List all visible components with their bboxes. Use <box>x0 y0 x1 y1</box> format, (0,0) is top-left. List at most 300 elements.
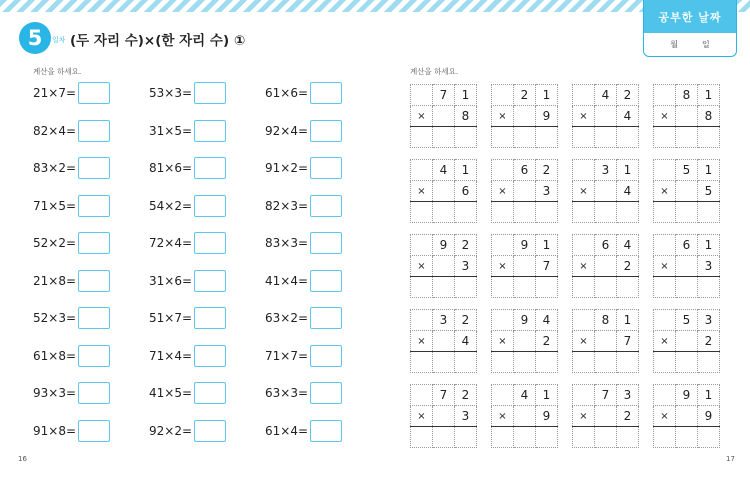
times-operator: × <box>573 181 595 202</box>
problem-expression: 92×4= <box>265 123 309 138</box>
study-date-label: 공부한 날짜 <box>644 0 736 33</box>
answer-cell[interactable] <box>536 127 558 148</box>
answer-cell[interactable] <box>617 427 639 448</box>
answer-cell[interactable] <box>698 277 720 298</box>
times-operator: × <box>492 106 514 127</box>
grid-cell <box>411 85 433 106</box>
times-operator: × <box>411 181 433 202</box>
problem-expression: 52×2= <box>33 236 77 250</box>
answer-box[interactable] <box>194 232 226 254</box>
answer-cell[interactable] <box>514 427 536 448</box>
horizontal-problem <box>149 270 226 292</box>
problem-expression: 71×7= <box>265 348 309 363</box>
answer-cell[interactable] <box>595 202 617 223</box>
answer-cell[interactable] <box>455 202 477 223</box>
grid-digit: 9 <box>514 310 536 331</box>
grid-cell <box>492 385 514 406</box>
horizontal-problem <box>33 345 110 367</box>
right-instruction: 계산을 하세요. <box>410 67 459 76</box>
answer-box[interactable] <box>78 82 110 104</box>
grid-digit: 9 <box>433 235 455 256</box>
grid-digit: 2 <box>617 85 639 106</box>
page-number-left: 16 <box>18 455 27 463</box>
grid-digit: 3 <box>617 385 639 406</box>
horizontal-problem <box>33 195 110 217</box>
grid-digit: 1 <box>617 160 639 181</box>
grid-digit: 5 <box>698 181 720 202</box>
day-number-badge <box>19 22 51 54</box>
vertical-problem-grid <box>491 84 558 148</box>
answer-cell[interactable] <box>411 352 433 373</box>
times-operator: × <box>411 106 433 127</box>
grid-digit: 4 <box>595 85 617 106</box>
grid-digit: 3 <box>595 160 617 181</box>
horizontal-problem <box>265 307 342 329</box>
grid-digit: 3 <box>698 256 720 277</box>
problem-expression: 83×2= <box>33 161 77 175</box>
answer-cell[interactable] <box>433 277 455 298</box>
answer-cell[interactable] <box>411 127 433 148</box>
times-operator: × <box>411 256 433 277</box>
day-number: 5 <box>27 26 43 50</box>
grid-cell <box>492 160 514 181</box>
answer-box[interactable] <box>78 345 110 367</box>
grid-digit: 6 <box>676 235 698 256</box>
grid-cell <box>433 106 455 127</box>
grid-digit: 8 <box>595 310 617 331</box>
grid-cell <box>573 160 595 181</box>
problem-expression: 61×6= <box>265 86 309 100</box>
grid-cell <box>492 310 514 331</box>
times-operator: × <box>654 331 676 352</box>
answer-cell[interactable] <box>492 352 514 373</box>
times-operator: × <box>411 331 433 352</box>
problem-expression: 21×7= <box>33 86 77 100</box>
horizontal-problem <box>33 157 110 179</box>
times-operator: × <box>492 181 514 202</box>
grid-digit: 6 <box>514 160 536 181</box>
answer-box[interactable] <box>78 157 110 179</box>
grid-cell <box>514 181 536 202</box>
grid-digit: 7 <box>595 385 617 406</box>
answer-cell[interactable] <box>573 427 595 448</box>
horizontal-problem <box>33 82 110 104</box>
grid-cell <box>595 106 617 127</box>
problem-expression: 82×3= <box>265 198 309 213</box>
grid-cell <box>433 406 455 427</box>
grid-digit: 9 <box>536 106 558 127</box>
problem-expression: 63×3= <box>265 386 309 400</box>
answer-cell[interactable] <box>698 202 720 223</box>
grid-digit: 1 <box>536 85 558 106</box>
times-operator: × <box>654 106 676 127</box>
answer-box[interactable] <box>310 420 342 442</box>
grid-digit: 1 <box>698 160 720 181</box>
grid-digit: 1 <box>455 160 477 181</box>
horizontal-problem <box>265 382 342 404</box>
grid-digit: 5 <box>676 160 698 181</box>
answer-cell[interactable] <box>455 127 477 148</box>
horizontal-problem <box>149 307 226 329</box>
grid-cell <box>573 85 595 106</box>
grid-digit: 4 <box>617 235 639 256</box>
answer-box[interactable] <box>310 307 342 329</box>
answer-cell[interactable] <box>514 127 536 148</box>
grid-cell <box>514 331 536 352</box>
answer-cell[interactable] <box>617 352 639 373</box>
grid-cell <box>595 181 617 202</box>
times-operator: × <box>654 256 676 277</box>
grid-digit: 2 <box>455 310 477 331</box>
problem-expression: 72×4= <box>149 236 193 250</box>
answer-cell[interactable] <box>536 277 558 298</box>
grid-digit: 4 <box>514 385 536 406</box>
grid-cell <box>573 235 595 256</box>
horizontal-problem <box>33 420 110 442</box>
horizontal-problem <box>149 382 226 404</box>
grid-digit: 2 <box>455 385 477 406</box>
answer-cell[interactable] <box>411 277 433 298</box>
answer-cell[interactable] <box>433 352 455 373</box>
grid-cell <box>676 106 698 127</box>
grid-cell <box>433 331 455 352</box>
grid-cell <box>654 235 676 256</box>
vertical-problem-grid <box>491 384 558 448</box>
grid-digit: 4 <box>536 310 558 331</box>
answer-cell[interactable] <box>411 202 433 223</box>
problem-expression: 91×8= <box>33 423 77 438</box>
problem-expression: 61×4= <box>265 423 309 438</box>
grid-cell <box>573 385 595 406</box>
answer-cell[interactable] <box>654 352 676 373</box>
problem-expression: 91×2= <box>265 161 309 175</box>
answer-box[interactable] <box>310 82 342 104</box>
grid-cell <box>411 160 433 181</box>
answer-cell[interactable] <box>514 352 536 373</box>
grid-cell <box>676 256 698 277</box>
times-operator: × <box>411 406 433 427</box>
answer-box[interactable] <box>310 157 342 179</box>
problem-expression: 51×7= <box>149 311 193 325</box>
grid-digit: 2 <box>455 235 477 256</box>
vertical-problem-grid <box>653 84 720 148</box>
problem-expression: 71×4= <box>149 348 193 363</box>
grid-digit: 7 <box>433 85 455 106</box>
grid-digit: 2 <box>698 331 720 352</box>
answer-cell[interactable] <box>617 202 639 223</box>
grid-cell <box>595 406 617 427</box>
problem-expression: 61×8= <box>33 348 77 363</box>
answer-cell[interactable] <box>654 127 676 148</box>
grid-digit: 4 <box>455 331 477 352</box>
problem-expression: 31×5= <box>149 123 193 138</box>
grid-digit: 4 <box>433 160 455 181</box>
grid-cell <box>492 85 514 106</box>
answer-box[interactable] <box>78 307 110 329</box>
horizontal-problem <box>149 120 226 142</box>
horizontal-problem <box>265 82 342 104</box>
grid-cell <box>514 106 536 127</box>
grid-digit: 8 <box>676 85 698 106</box>
grid-digit: 1 <box>698 85 720 106</box>
grid-cell <box>654 385 676 406</box>
horizontal-problem <box>149 420 226 442</box>
grid-digit: 3 <box>433 310 455 331</box>
answer-cell[interactable] <box>676 127 698 148</box>
grid-digit: 1 <box>536 235 558 256</box>
problem-expression: 82×4= <box>33 123 77 138</box>
vertical-problem-grid <box>572 384 639 448</box>
day-label: 일 <box>702 40 710 49</box>
horizontal-problem <box>33 120 110 142</box>
answer-cell[interactable] <box>573 127 595 148</box>
answer-box[interactable] <box>310 195 342 217</box>
grid-digit: 2 <box>617 406 639 427</box>
grid-cell <box>433 181 455 202</box>
answer-cell[interactable] <box>573 277 595 298</box>
vertical-problem-grid <box>410 384 477 448</box>
answer-cell[interactable] <box>492 277 514 298</box>
grid-digit: 1 <box>698 385 720 406</box>
answer-box[interactable] <box>310 120 342 142</box>
answer-cell[interactable] <box>676 427 698 448</box>
times-operator: × <box>573 106 595 127</box>
answer-box[interactable] <box>310 232 342 254</box>
answer-box[interactable] <box>78 270 110 292</box>
page-number-right: 17 <box>726 455 735 463</box>
times-operator: × <box>573 256 595 277</box>
grid-cell <box>595 256 617 277</box>
problem-expression: 21×8= <box>33 273 77 288</box>
answer-cell[interactable] <box>617 277 639 298</box>
problem-expression: 63×2= <box>265 311 309 325</box>
grid-digit: 2 <box>617 256 639 277</box>
problem-expression: 41×5= <box>149 386 193 400</box>
answer-cell[interactable] <box>455 277 477 298</box>
grid-digit: 8 <box>455 106 477 127</box>
answer-cell[interactable] <box>654 277 676 298</box>
grid-digit: 9 <box>514 235 536 256</box>
problem-expression: 41×4= <box>265 273 309 288</box>
answer-cell[interactable] <box>595 427 617 448</box>
answer-box[interactable] <box>310 382 342 404</box>
answer-cell[interactable] <box>698 352 720 373</box>
vertical-problem-grid <box>653 309 720 373</box>
vertical-problem-grid <box>653 384 720 448</box>
answer-box[interactable] <box>194 195 226 217</box>
grid-cell <box>654 310 676 331</box>
answer-box[interactable] <box>194 382 226 404</box>
answer-box[interactable] <box>194 82 226 104</box>
vertical-problem-grid <box>491 309 558 373</box>
grid-cell <box>654 85 676 106</box>
answer-cell[interactable] <box>433 202 455 223</box>
horizontal-problem <box>33 270 110 292</box>
vertical-problem-grid <box>410 84 477 148</box>
times-operator: × <box>492 331 514 352</box>
study-date-fields[interactable] <box>644 33 736 56</box>
answer-cell[interactable] <box>514 202 536 223</box>
problem-expression: 53×3= <box>149 86 193 100</box>
answer-cell[interactable] <box>676 277 698 298</box>
horizontal-problem <box>149 345 226 367</box>
times-operator: × <box>573 331 595 352</box>
grid-digit: 8 <box>698 106 720 127</box>
answer-cell[interactable] <box>595 352 617 373</box>
horizontal-problem <box>33 382 110 404</box>
top-stripe-decoration <box>0 0 750 12</box>
grid-digit: 2 <box>536 160 558 181</box>
grid-cell <box>573 310 595 331</box>
grid-digit: 9 <box>676 385 698 406</box>
answer-box[interactable] <box>78 420 110 442</box>
problem-expression: 92×2= <box>149 423 193 438</box>
horizontal-problem <box>265 270 342 292</box>
vertical-problem-grid <box>572 84 639 148</box>
grid-digit: 5 <box>676 310 698 331</box>
problem-expression: 54×2= <box>149 198 193 213</box>
answer-cell[interactable] <box>617 127 639 148</box>
grid-cell <box>514 256 536 277</box>
horizontal-problem <box>265 195 342 217</box>
vertical-problem-grid <box>572 234 639 298</box>
answer-cell[interactable] <box>654 427 676 448</box>
grid-digit: 6 <box>595 235 617 256</box>
answer-box[interactable] <box>310 345 342 367</box>
left-instruction: 계산을 하세요. <box>33 67 82 76</box>
answer-cell[interactable] <box>433 127 455 148</box>
grid-digit: 7 <box>617 331 639 352</box>
grid-digit: 1 <box>698 235 720 256</box>
horizontal-problem <box>265 120 342 142</box>
problem-expression: 81×6= <box>149 161 193 175</box>
answer-box[interactable] <box>194 420 226 442</box>
answer-cell[interactable] <box>676 202 698 223</box>
problem-expression: 83×3= <box>265 236 309 250</box>
answer-box[interactable] <box>310 270 342 292</box>
grid-cell <box>433 256 455 277</box>
grid-digit: 1 <box>455 85 477 106</box>
answer-box[interactable] <box>78 120 110 142</box>
horizontal-problem <box>33 232 110 254</box>
grid-cell <box>676 331 698 352</box>
grid-cell <box>595 331 617 352</box>
horizontal-problem <box>149 232 226 254</box>
grid-digit: 4 <box>617 181 639 202</box>
grid-digit: 2 <box>514 85 536 106</box>
grid-cell <box>676 181 698 202</box>
grid-digit: 1 <box>617 310 639 331</box>
page-title: (두 자리 수)×(한 자리 수) ① <box>70 33 246 49</box>
grid-cell <box>676 406 698 427</box>
grid-digit: 3 <box>698 310 720 331</box>
answer-cell[interactable] <box>536 427 558 448</box>
month-label: 월 <box>670 40 678 49</box>
horizontal-problem <box>149 195 226 217</box>
grid-digit: 3 <box>455 406 477 427</box>
vertical-problem-grid <box>491 159 558 223</box>
vertical-problem-grid <box>653 159 720 223</box>
answer-cell[interactable] <box>676 352 698 373</box>
answer-cell[interactable] <box>492 427 514 448</box>
grid-digit: 6 <box>455 181 477 202</box>
answer-cell[interactable] <box>455 352 477 373</box>
problem-expression: 31×6= <box>149 273 193 288</box>
answer-cell[interactable] <box>455 427 477 448</box>
vertical-problem-grid <box>410 234 477 298</box>
horizontal-problem <box>265 420 342 442</box>
horizontal-problem <box>265 345 342 367</box>
answer-cell[interactable] <box>654 202 676 223</box>
answer-cell[interactable] <box>536 352 558 373</box>
problem-expression: 52×3= <box>33 311 77 325</box>
answer-cell[interactable] <box>698 427 720 448</box>
answer-cell[interactable] <box>492 202 514 223</box>
study-date-box <box>643 0 737 57</box>
answer-cell[interactable] <box>514 277 536 298</box>
times-operator: × <box>492 406 514 427</box>
vertical-problem-grid <box>491 234 558 298</box>
answer-cell[interactable] <box>492 127 514 148</box>
answer-box[interactable] <box>194 345 226 367</box>
answer-box[interactable] <box>78 232 110 254</box>
grid-digit: 7 <box>536 256 558 277</box>
answer-box[interactable] <box>194 157 226 179</box>
answer-cell[interactable] <box>573 202 595 223</box>
grid-digit: 3 <box>455 256 477 277</box>
vertical-problem-grid <box>410 159 477 223</box>
vertical-problem-grid <box>410 309 477 373</box>
answer-cell[interactable] <box>595 127 617 148</box>
horizontal-problem <box>149 157 226 179</box>
grid-digit: 9 <box>698 406 720 427</box>
grid-cell <box>654 160 676 181</box>
horizontal-problem <box>149 82 226 104</box>
day-suffix: 일차 <box>52 36 66 44</box>
answer-box[interactable] <box>194 120 226 142</box>
answer-box[interactable] <box>78 195 110 217</box>
grid-digit: 3 <box>536 181 558 202</box>
answer-cell[interactable] <box>411 427 433 448</box>
horizontal-problem <box>33 307 110 329</box>
grid-cell <box>514 406 536 427</box>
times-operator: × <box>573 406 595 427</box>
answer-box[interactable] <box>194 270 226 292</box>
times-operator: × <box>654 406 676 427</box>
problem-expression: 93×3= <box>33 386 77 400</box>
grid-digit: 7 <box>433 385 455 406</box>
vertical-problem-grid <box>653 234 720 298</box>
problem-expression: 71×5= <box>33 198 77 213</box>
times-operator: × <box>492 256 514 277</box>
vertical-problem-grid <box>572 309 639 373</box>
grid-cell <box>492 235 514 256</box>
answer-box[interactable] <box>194 307 226 329</box>
grid-digit: 1 <box>536 385 558 406</box>
grid-digit: 4 <box>617 106 639 127</box>
answer-cell[interactable] <box>698 127 720 148</box>
answer-cell[interactable] <box>573 352 595 373</box>
answer-cell[interactable] <box>595 277 617 298</box>
answer-cell[interactable] <box>536 202 558 223</box>
grid-digit: 2 <box>536 331 558 352</box>
vertical-problem-grid <box>572 159 639 223</box>
answer-box[interactable] <box>78 382 110 404</box>
grid-cell <box>411 385 433 406</box>
horizontal-problem <box>265 157 342 179</box>
grid-cell <box>411 310 433 331</box>
answer-cell[interactable] <box>433 427 455 448</box>
